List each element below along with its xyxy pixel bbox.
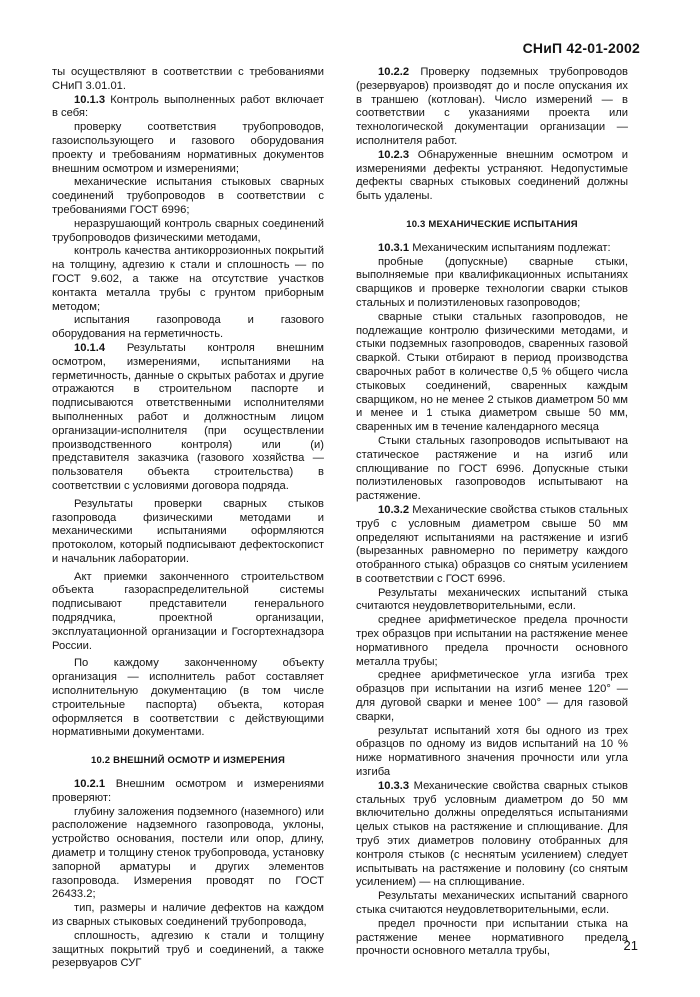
right-column [356,66,628,959]
clause-number: 10.3.1 [378,241,410,254]
clause-10-2-3 [356,149,628,204]
list-item: пробные (допускные) сварные стыки, выполняемые при квалификационных испытаниях сварщиков и проверке технологии сварки стыков стальных и полиэтиленовых газопроводов; [356,255,628,309]
list-item: среднее арифметическое угла изгиба трех образцов при испытании на изгиб менее 120° — для дуговой сварки и менее 100° — для газовой сварки, [356,669,628,723]
paragraph: Стыки стальных газопроводов испытывают на статическое растяжение и на изгиб или сплющивание по ГОСТ 6996. Допускные стыки полиэтиленовых газопроводов испытывают на растяжение. [356,434,628,503]
list-item: испытания газопровода и газового оборудования на герметичность. [52,314,324,341]
clause-10-3-2 [356,504,628,587]
clause-number: 10.2.2 [378,66,410,78]
clause-number: 10.3.3 [378,779,410,792]
page-number: 21 [623,938,638,953]
section-heading-10-2: 10.2 ВНЕШНИЙ ОСМОТР И ИЗМЕРЕНИЯ [91,755,285,767]
list-item: среднее арифметическое предела прочности трех образцов при испытании на растяжение менее нормативного предела прочности основного металла трубы; [356,614,628,668]
clause-10-2-1 [52,778,324,806]
clause-10-2-2 [356,66,628,149]
list-item: контроль качества антикоррозионных покрытий на толщину, адгезию к стали и сплошность — по ГОСТ 9.602, а также на отсутствие участков контакта металла трубы с грунтом приборным методом; [52,245,324,313]
section-heading-10-3: 10.3 МЕХАНИЧЕСКИЕ ИСПЫТАНИЯ [406,218,578,230]
list-item: предел прочности при испытании стыка на растяжение менее нормативного предела прочности основного металла трубы, [356,917,628,958]
clause-number: 10.1.4 [74,341,106,354]
paragraph: Результаты механических испытаний сварного стыка считаются неудовлетворительными, если. [356,890,628,917]
list-item: сварные стыки стальных газопроводов, не подлежащие контролю физическими методами, и стыки подземных газопроводов, сваренных газовой сваркой. Стыки отбирают в период производства сварочных работ в количестве 0,5 % общего числа стыковых соединений, сваренных каждым сварщиком, но не менее 2 стыков диаметром 50 мм и менее и 1 стыка диаметром свыше 50 мм, сваренных им в течение календарного месяца [356,310,628,434]
paragraph: Результаты механических испытаний стыка считаются неудовлетворительными, если. [356,586,628,613]
clause-number: 10.2.3 [378,148,410,161]
list-item: результат испытаний хотя бы одного из трех образцов по одному из видов испытаний на 10 % ниже нормативного значения прочности или угла изгиба [356,724,628,779]
clause-text: Механические свойства сварных стыков стальных труб условным диаметром до 50 мм включительно должны определяться испытаниями целых стыков на растяжение и сплющивание. Для труб этих диаметров половину отобранных для контроля стыков (с неснятым усилением) следует испытывать на растяжение и половину (со снятым усилением) — на сплющивание. [356,779,628,889]
clause-text: Механическим испытаниям подлежат: [409,241,611,254]
list-item: глубину заложения подземного (наземного) или расположение надземного газопровода, уклоны, устройство основания, постели или опор, длину, диаметр и толщину стенок трубопровода, установку запорной арматуры и других элементов газопровода. Измерения проводят по ГОСТ 26433.2; [52,805,324,901]
left-column [52,66,324,971]
clause-number: 10.2.1 [74,778,106,791]
clause-text: Механические свойства стыков стальных труб с условным диаметром свыше 50 мм определяют испытаниями на растяжение и изгиб (вырезанных равномерно по периметру каждого отобранного стыка) образцов со снятым усилением в соответствии с ГОСТ 6996. [356,503,628,585]
clause-10-1-3 [52,94,324,122]
clause-10-1-4 [52,342,324,494]
clause-10-3-3 [356,780,628,890]
clause-text: Результаты контроля внешним осмотром, измерениями, испытаниями на герметичность, данные о скрытых работах и другие отражаются в строительном паспорте и подписываются ответственными исполнителями выполненных работ и должностным лицом организации-исполнителя (при осуществлении производственного контроля) или (и) представителя заказчика (газового хозяйства — пользователя объекта строительства) в соответствии с условиями договора подряда. [52,341,324,492]
clause-text: Внешним осмотром и измерениями проверяют: [52,778,324,804]
clause-number: 10.1.3 [74,93,106,106]
clause-number: 10.3.2 [378,503,410,516]
paragraph: По каждому законченному объекту организация — исполнитель работ составляет исполнительную документацию (в том числе строительные паспорта) объекта, которая оформляется в соответствии с действующими нормативными документами. [52,657,324,739]
list-item: механические испытания стыковых сварных соединений трубопроводов в соответствии с требованиями ГОСТ 6996; [52,176,324,216]
clause-text: Контроль выполненных работ включает в себя: [52,93,324,120]
paragraph: Акт приемки законченного строительством объекта газораспределительной системы подписывают представители генерального подрядчика, проектной организации, эксплуатационной организации и Госгортехнадзора России. [52,570,324,652]
list-item: тип, размеры и наличие дефектов на каждом из сварных стыковых соединений трубопровода, [52,902,324,929]
clause-text: Проверку подземных трубопроводов (резервуаров) производят до и после опускания их в траншею (котлован). Число измерений — в соответствии с указаниями проекта или технологической документации организации — исполнителя работ. [356,66,628,147]
clause-text: Обнаруженные внешним осмотром и измерениями дефекты устраняют. Недопустимые дефекты сварных стыковых соединений должны быть удалены. [356,148,628,203]
clause-10-3-1 [356,242,628,256]
paragraph: ты осуществляют в соответствии с требованиями СНиП 3.01.01. [52,66,324,92]
list-item: сплошность, адгезию к стали и толщину защитных покрытий труб и соединений, а также резервуаров СУГ [52,929,324,970]
list-item: проверку соответствия трубопроводов, газоиспользующего и газового оборудования проекту и требованиям нормативных документов внешним осмотром и измерениями; [52,121,324,175]
document-code: СНиП 42-01-2002 [522,40,640,56]
list-item: неразрушающий контроль сварных соединений трубопроводов физическими методами, [52,217,324,244]
paragraph: Результаты проверки сварных стыков газопровода физическими методами и механическими испытаниями оформляются протоколом, который подписывают дефектоскопист и начальник лаборатории. [52,497,324,565]
